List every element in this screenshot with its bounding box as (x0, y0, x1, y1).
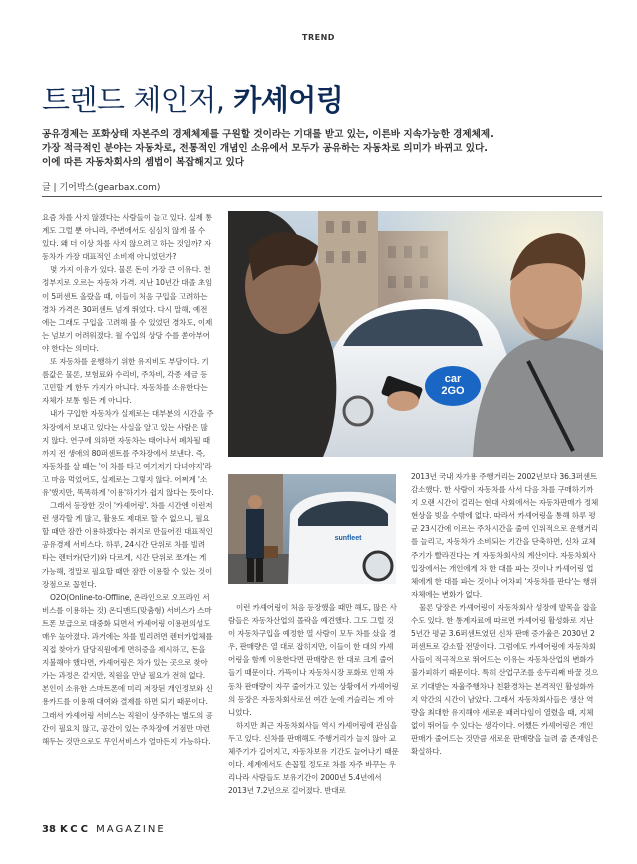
lead-paragraph (42, 128, 602, 170)
magazine-brand: KCC (60, 824, 91, 835)
paragraph: 몇 가지 이유가 있다. 물론 돈이 가장 큰 이유다. 천정부지로 오르는 자동차 가격. 지난 10년간 대졸 초임이 5퍼센트 올랐을 때, 이들이 처음 구입을 고려하는 경차 가격은 30퍼센트 넘게 뛰었다. 다시 말해, 예전에는 그래도 구입을 고려해 볼 수 있었던 경차도, 이제는 넘보기 어려워졌다. 월 수입의 상당 수를 쏟아부어야 한다는 의미다. (42, 265, 213, 353)
secondary-photo (228, 474, 396, 584)
body-column-3 (411, 470, 599, 758)
paragraph: 물론 당장은 카셰어링이 자동차회사 성장에 발목을 잡을 수도 있다. 한 통계자료에 따르면 카셰어링 활성화로 지난 5년간 평균 3.6퍼센트였던 신차 판매 증가율은 2030년 2퍼센트로 감소할 전망이다. 그럼에도 카셰어링에 자동차회사들이 적극적으로 뛰어드는 이유는 자동차산업의 변화가 불가피하기 때문이다. 특히 산업구조를 송두리째 바꿀 것으로 기대받는 자율주행차나 친환경차는 본격적인 활성화까지 약간의 시간이 남았다. 그래서 자동차회사들은 생산 역량을 최대한 유지해야 새로운 패러다임이 열렸을 때, 지체없이 뛰어들 수 있다는 생각이다. 어쨌든 카셰어링은 개인 판매가 줄어드는 것만큼 새로운 판매량을 늘려 줄 존재임은 확실하다. (411, 602, 599, 756)
car2go-logo (425, 366, 481, 406)
paragraph: 또 자동차를 운행하기 위한 유지비도 부담이다. 기름값은 물론, 보험료와 수리비, 주차비, 각종 세금 등 고민할 게 한두 가지가 아니다. 자동차를 소유한다는 자체가 보통 힘든 게 아니다. (42, 357, 209, 406)
paragraph: 요즘 차를 사지 않겠다는 사람들이 늘고 있다. 실제 통계도 그럴 뿐 아니라, 주변에서도 심심치 않게 볼 수 있다. 왜 더 이상 차를 사지 않으려고 하는 것일까? 자동차가 가장 대표적인 소비재 아니었던가? (42, 213, 213, 262)
divider (42, 196, 602, 197)
paragraph: 2013년 국내 자가용 주행거리는 2002년보다 36.3퍼센트 감소했다. 한 사람이 자동차를 사서 다음 차를 구매하기까지 오랜 시간이 걸리는 현대 사회에서는 자동차판매가 정체현상을 빚을 수밖에 없다. 따라서 카셰어링을 통해 하루 평균 23시간에 이르는 주차시간을 줄여 인위적으로 운행거리를 늘리고, 자동차가 소비되는 기간을 단축하면, 신차 교체주기가 빨라진다는 게 자동차회사의 계산이다. 자동차회사 입장에서는 개인에게 차 한 대를 파는 것이나 카셰어링 업체에게 한 대를 파는 것이나 어차피 '자동차를 판다'는 행위 자체에는 변화가 없다. (411, 472, 599, 599)
byline: 글 | 기어박스(gearbax.com) (42, 183, 161, 193)
body-column-2 (228, 601, 400, 797)
paragraph: 내가 구입한 자동차가 실제로는 대부분의 시간을 주차장에서 보내고 있다는 사실을 알고 있는 사람은 많지 않다. 연구에 의하면 자동차는 태어나서 폐차될 때까지 전 생애의 80퍼센트를 주차장에서 보낸다. 즉, 자동차를 살 때는 '이 차를 타고 여기저기 다녀야지'라고 마음 먹었어도, 실제로는 그렇지 않다. 어쩌계 '소유'했지만, 똑똑하게 '이용'하기가 쉽지 않다는 뜻이다. (42, 409, 214, 497)
section-tag: TREND (302, 33, 335, 42)
title-plain: 트렌드 체인저, (42, 83, 234, 117)
lead-line: 가장 적극적인 분야는 자동차로, 전통적인 개념인 소유에서 모두가 공유하는 자동차로 의미가 바뀌고 있다. (42, 143, 488, 154)
lead-line: 공유경제는 포화상태 자본주의 경제체제를 구원할 것이라는 기대를 받고 있는, 이른바 지속가능한 경제체제. (42, 129, 494, 140)
paragraph: O2O(Online-to-Offline, 온라인으로 오프라인 서비스를 이용하는 것) 온디맨드(맞춤형) 서비스가 스마트폰 보급으로 대중화 되면서 카셰어링 이용편의성도 매우 높아졌다. 과거에는 차를 빌리려면 렌터카업체를 직접 찾아가 담당직원에게 면허증을 제시하고, 돈을 지불해야 했다면, 카셰어링은 차가 있는 곳으로 찾아가는 과정은 같지만, 직원을 만날 필요가 전혀 없다. 본인이 소유한 스마트폰에 미리 저장된 개인정보와 신용카드를 이용해 대여와 결제를 하면 되기 때문이다. 그래서 카셰어링 서비스는 직원이 상주하는 별도의 공간이 필요치 않고, 공간이 있는 주차장에 거점만 마련해두는 것만으로도 무인서비스가 얼마든지 가능하다. (42, 592, 213, 746)
sunfleet-logo: sunfleet (334, 535, 362, 542)
body-column-1 (42, 211, 214, 748)
hero-photo (228, 211, 603, 457)
sunfleet-photo (228, 474, 396, 584)
magazine-name (60, 824, 166, 835)
logo-line-2: 2GO (441, 385, 465, 397)
page-number: 38 (42, 824, 56, 835)
paragraph: 그래서 등장한 것이 '카셰어링'. 차를 시간엔 이런저런 생각할 게 많고, 활용도 제대로 할 수 없으니, 필요할 때만 잠깐 이용하겠다는 취지로 만들어진 대표적인 공유경제 서비스다. 하루, 24시간 단위로 차를 빌려 타는 렌터카(단기)와 다르게, 시간 단위로 쪼개는 게 가능해, 정말로 필요할 때만 잠깐 이용할 수 있는 것이 장점으로 꼽힌다. (42, 501, 213, 589)
paragraph: 이런 카셰어링이 처음 등장했을 때만 해도, 많은 사람들은 자동차산업의 몰락을 예견했다. 그도 그럴 것이 자동차구입을 예정한 열 사람이 모두 차를 샀을 경우, 판매량은 열 대로 잡히지만, 이들이 한 대의 카셰어링을 함께 이용한다면 판매량은 한 대로 크게 줄어들기 때문이다. 가뜩이나 자동차시장 포화로 인해 자동차 판매량이 자꾸 줄어가고 있는 상황에서 카셰어링의 등장은 자동차회사로선 여간 눈에 거슬리는 게 아니었다. (228, 603, 399, 717)
page-title (42, 78, 343, 119)
paragraph: 하지만 최근 자동차회사들 역시 카셰어링에 관심을 두고 있다. 신차를 판매해도 주행거리가 늘지 않아 교체주기가 길어지고, 자동차보유 기간도 늘어나기 때문이다. 세계에서도 손꼽힐 정도로 차를 자주 바꾸는 우리나라 사람들도 보유기간이 2000년 5.4년에서 2013년 7.2년으로 길어졌다. 반대로 (228, 720, 399, 796)
logo-line-1: car (444, 373, 462, 385)
carsharing-photo (228, 211, 603, 457)
title-bold: 카셰어링 (233, 83, 344, 117)
magazine-word: MAGAZINE (96, 824, 166, 835)
lead-line: 이에 따른 자동차회사의 셈법이 복잡해지고 있다 (42, 157, 245, 168)
